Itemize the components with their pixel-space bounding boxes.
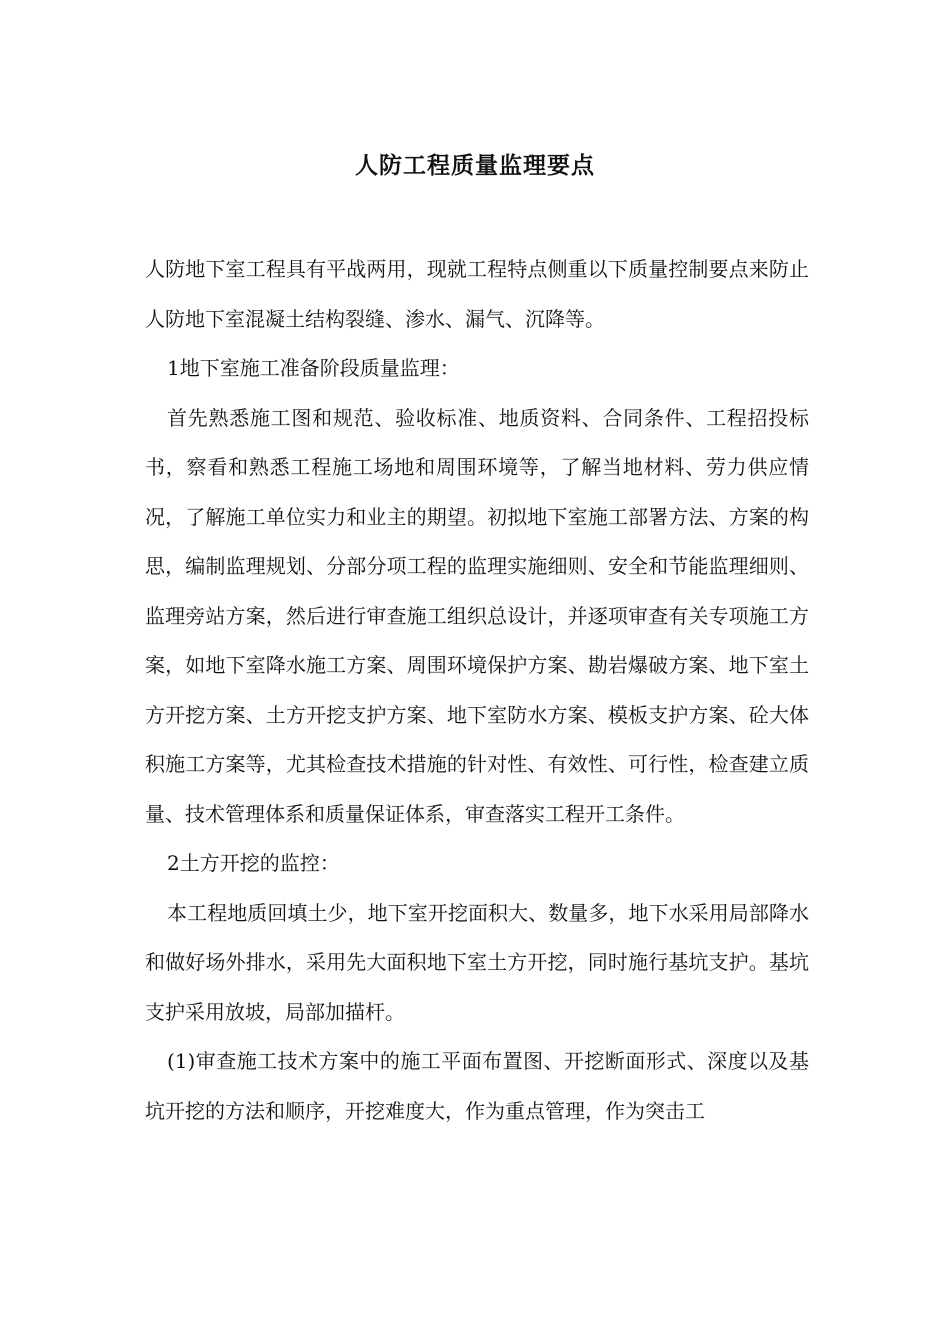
section-heading-1: 1地下室施工准备阶段质量监理： xyxy=(167,356,460,380)
section-heading-2: 2土方开挖的监控： xyxy=(167,851,340,875)
document-title: 人防工程质量监理要点 xyxy=(355,152,595,179)
document-body xyxy=(145,245,809,1136)
section-1-paragraph: 首先熟悉施工图和规范、验收标准、地质资料、合同条件、工程招投标书，察看和熟悉工程施工场地和周围环境等，了解当地材料、劳力供应情况，了解施工单位实力和业主的期望。初拟地下室施工部署方法、方案的构思，编制监理规划、分部分项工程的监理实施细则、安全和节能监理细则、监理旁站方案，然后进行审查施工组织总设计，并逐项审查有关专项施工方案，如地下室降水施工方案、周围环境保护方案、勘岩爆破方案、地下室土方开挖方案、土方开挖支护方案、地下室防水方案、模板支护方案、砼大体积施工方案等，尤其检查技术措施的针对性、有效性、可行性，检查建立质量、技术管理体系和质量保证体系，审查落实工程开工条件。 xyxy=(145,405,809,826)
intro-paragraph: 人防地下室工程具有平战两用，现就工程特点侧重以下质量控制要点来防止人防地下室混凝土结构裂缝、渗水、漏气、沉降等。 xyxy=(145,257,809,331)
section-2-item-1: (1)审查施工技术方案中的施工平面布置图、开挖断面形式、深度以及基坑开挖的方法和顺序，开挖难度大，作为重点管理，作为突击工 xyxy=(145,1049,809,1123)
section-2-paragraph: 本工程地质回填土少，地下室开挖面积大、数量多，地下水采用局部降水和做好场外排水，采用先大面积地下室土方开挖，同时施行基坑支护。基坑支护采用放坡，局部加描杆。 xyxy=(145,900,809,1024)
